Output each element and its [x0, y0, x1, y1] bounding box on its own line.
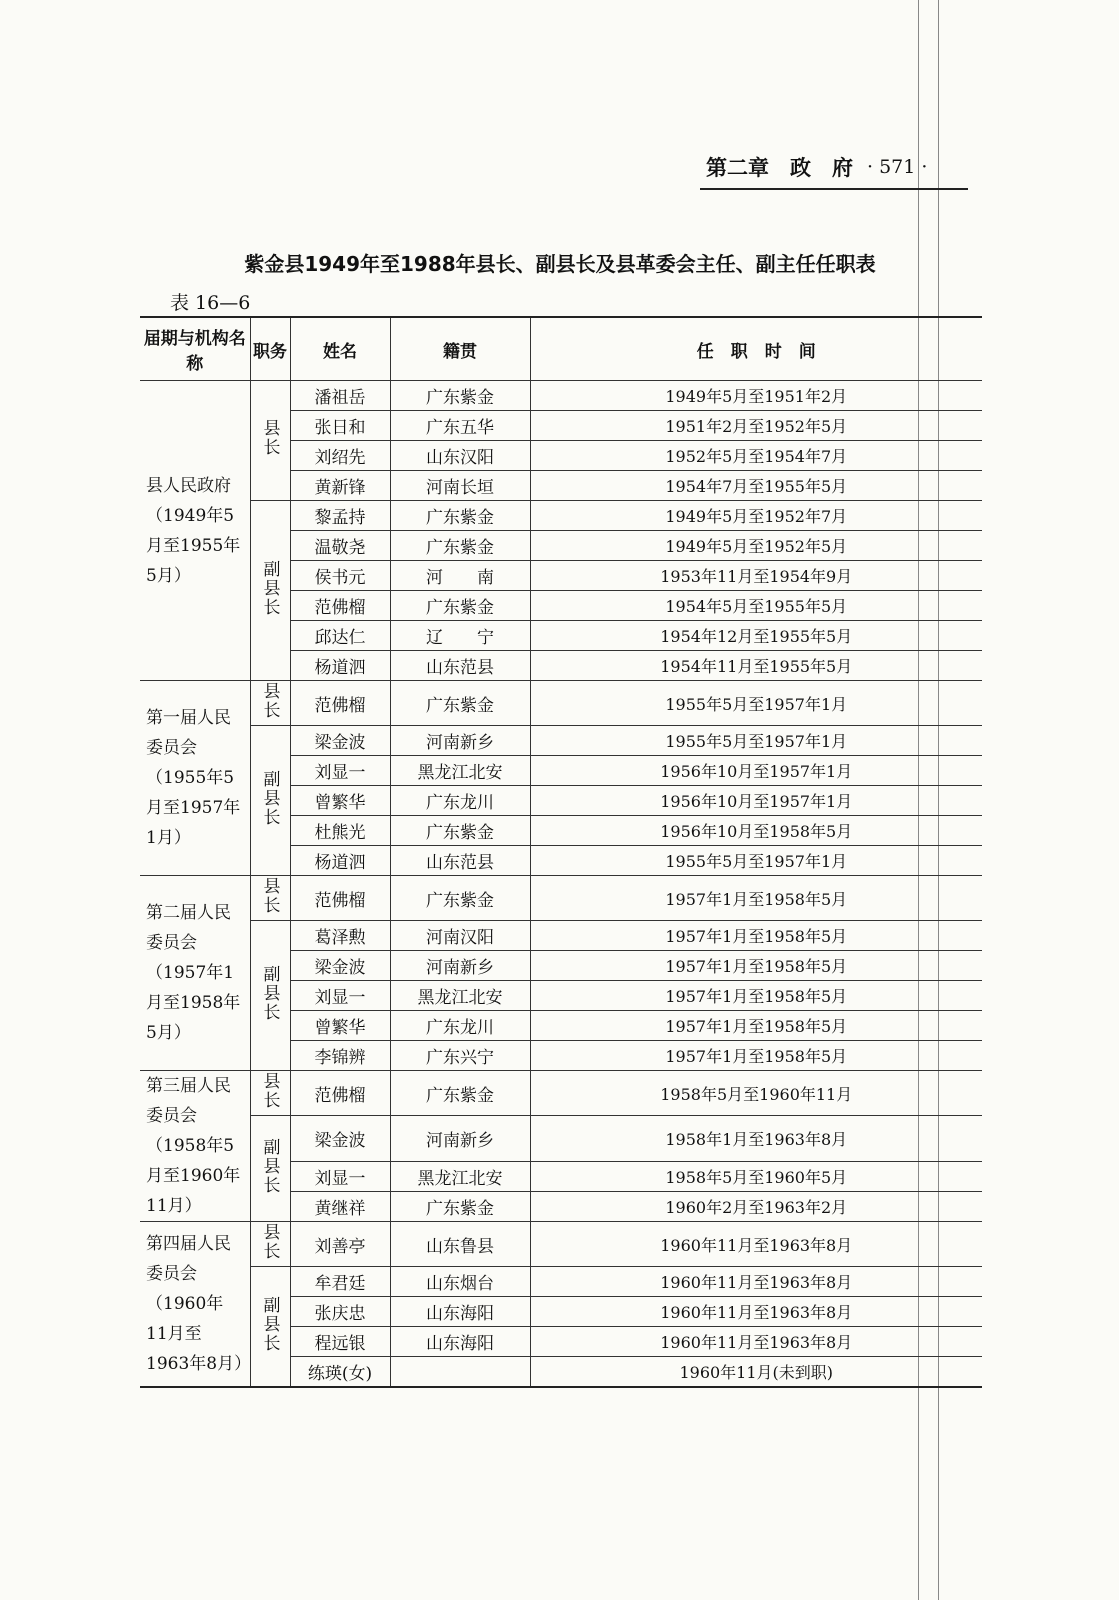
column-header: 届期与机构名称	[140, 317, 250, 381]
origin-cell: 广东紫金	[390, 1192, 530, 1222]
name-cell: 杨道泗	[290, 651, 390, 681]
name-cell: 刘显一	[290, 1162, 390, 1192]
origin-cell: 黑龙江北安	[390, 756, 530, 786]
term-cell: 1956年10月至1958年5月	[530, 816, 982, 846]
name-cell: 黄继祥	[290, 1192, 390, 1222]
term-cell: 1958年5月至1960年11月	[530, 1071, 982, 1116]
origin-cell	[390, 1357, 530, 1388]
origin-cell: 山东范县	[390, 846, 530, 876]
term-cell: 1957年1月至1958年5月	[530, 1011, 982, 1041]
origin-cell: 山东鲁县	[390, 1222, 530, 1267]
table-number: 表 16—6	[170, 292, 251, 314]
name-cell: 范佛榴	[290, 876, 390, 921]
role-label: 县长	[259, 876, 280, 915]
appointment-table	[140, 316, 982, 1388]
name-cell: 刘显一	[290, 981, 390, 1011]
role-label: 副县长	[259, 559, 280, 617]
term-cell: 1951年2月至1952年5月	[530, 411, 982, 441]
origin-cell: 广东兴宁	[390, 1041, 530, 1071]
table-row	[140, 1071, 982, 1116]
origin-cell: 山东范县	[390, 651, 530, 681]
role-cell	[250, 876, 290, 921]
name-cell: 黎孟持	[290, 501, 390, 531]
role-label: 副县长	[259, 769, 280, 827]
term-cell: 1957年1月至1958年5月	[530, 921, 982, 951]
origin-cell: 山东汉阳	[390, 441, 530, 471]
name-cell: 黄新锋	[290, 471, 390, 501]
origin-cell: 河南新乡	[390, 1116, 530, 1162]
table-row	[140, 1222, 982, 1267]
origin-cell: 河南新乡	[390, 726, 530, 756]
term-cell: 1953年11月至1954年9月	[530, 561, 982, 591]
term-cell: 1949年5月至1951年2月	[530, 381, 982, 411]
name-cell: 温敬尧	[290, 531, 390, 561]
term-cell: 1960年11月(未到职)	[530, 1357, 982, 1388]
column-header: 姓名	[290, 317, 390, 381]
table-row	[140, 501, 982, 531]
origin-cell: 广东紫金	[390, 591, 530, 621]
table-row	[140, 681, 982, 726]
origin-cell: 广东紫金	[390, 501, 530, 531]
name-cell: 曾繁华	[290, 786, 390, 816]
header-rule	[700, 188, 968, 190]
name-cell: 李锦辨	[290, 1041, 390, 1071]
origin-cell: 广东紫金	[390, 816, 530, 846]
origin-cell: 广东紫金	[390, 1071, 530, 1116]
chapter-title: 第二章 政 府	[706, 156, 853, 180]
name-cell: 范佛榴	[290, 681, 390, 726]
term-cell: 1954年7月至1955年5月	[530, 471, 982, 501]
term-org-cell: 第二届人民委员会（1957年1月至1958年5月）	[140, 876, 250, 1071]
role-cell	[250, 1267, 290, 1388]
name-cell: 练瑛(女)	[290, 1357, 390, 1388]
origin-cell: 广东紫金	[390, 531, 530, 561]
term-cell: 1957年1月至1958年5月	[530, 951, 982, 981]
term-cell: 1955年5月至1957年1月	[530, 726, 982, 756]
origin-cell: 辽 宁	[390, 621, 530, 651]
name-cell: 刘善亭	[290, 1222, 390, 1267]
origin-cell: 山东海阳	[390, 1297, 530, 1327]
name-cell: 张庆忠	[290, 1297, 390, 1327]
name-cell: 刘绍先	[290, 441, 390, 471]
name-cell: 范佛榴	[290, 1071, 390, 1116]
term-cell: 1957年1月至1958年5月	[530, 1041, 982, 1071]
term-cell: 1957年1月至1958年5月	[530, 876, 982, 921]
origin-cell: 广东紫金	[390, 876, 530, 921]
origin-cell: 广东五华	[390, 411, 530, 441]
origin-cell: 河南长垣	[390, 471, 530, 501]
term-cell: 1956年10月至1957年1月	[530, 786, 982, 816]
name-cell: 梁金波	[290, 726, 390, 756]
term-cell: 1949年5月至1952年5月	[530, 531, 982, 561]
term-cell: 1952年5月至1954年7月	[530, 441, 982, 471]
term-cell: 1949年5月至1952年7月	[530, 501, 982, 531]
table-row	[140, 1267, 982, 1297]
table-row	[140, 381, 982, 411]
term-org-cell: 第一届人民委员会（1955年5月至1957年1月）	[140, 681, 250, 876]
role-cell	[250, 501, 290, 681]
role-cell	[250, 921, 290, 1071]
term-cell: 1960年11月至1963年8月	[530, 1222, 982, 1267]
name-cell: 刘显一	[290, 756, 390, 786]
origin-cell: 河南新乡	[390, 951, 530, 981]
term-cell: 1960年11月至1963年8月	[530, 1327, 982, 1357]
term-cell: 1958年1月至1963年8月	[530, 1116, 982, 1162]
table-title: 紫金县1949年至1988年县长、副县长及县革委会主任、副主任任职表	[244, 252, 876, 276]
table-body	[140, 381, 982, 1388]
running-head	[706, 150, 966, 184]
role-label: 县长	[259, 1222, 280, 1261]
role-label: 副县长	[259, 1137, 280, 1195]
role-label: 县长	[259, 681, 280, 720]
term-cell: 1960年11月至1963年8月	[530, 1297, 982, 1327]
role-label: 县长	[259, 419, 280, 457]
name-cell: 范佛榴	[290, 591, 390, 621]
term-org-cell: 第三届人民委员会（1958年5月至1960年11月）	[140, 1071, 250, 1222]
term-cell: 1960年2月至1963年2月	[530, 1192, 982, 1222]
role-cell	[250, 1071, 290, 1116]
origin-cell: 山东海阳	[390, 1327, 530, 1357]
origin-cell: 河 南	[390, 561, 530, 591]
name-cell: 梁金波	[290, 1116, 390, 1162]
name-cell: 曾繁华	[290, 1011, 390, 1041]
name-cell: 张日和	[290, 411, 390, 441]
term-org-cell: 第四届人民委员会（1960年11月至1963年8月）	[140, 1222, 250, 1388]
term-cell: 1958年5月至1960年5月	[530, 1162, 982, 1192]
origin-cell: 广东龙川	[390, 1011, 530, 1041]
name-cell: 邱达仁	[290, 621, 390, 651]
name-cell: 葛泽勲	[290, 921, 390, 951]
term-cell: 1957年1月至1958年5月	[530, 981, 982, 1011]
table-row	[140, 1116, 982, 1162]
term-cell: 1956年10月至1957年1月	[530, 756, 982, 786]
origin-cell: 河南汉阳	[390, 921, 530, 951]
term-cell: 1960年11月至1963年8月	[530, 1267, 982, 1297]
role-label: 副县长	[259, 964, 280, 1022]
origin-cell: 黑龙江北安	[390, 981, 530, 1011]
table-row	[140, 726, 982, 756]
name-cell: 侯书元	[290, 561, 390, 591]
origin-cell: 黑龙江北安	[390, 1162, 530, 1192]
term-cell: 1955年5月至1957年1月	[530, 846, 982, 876]
name-cell: 梁金波	[290, 951, 390, 981]
name-cell: 杨道泗	[290, 846, 390, 876]
name-cell: 牟君廷	[290, 1267, 390, 1297]
role-cell	[250, 381, 290, 501]
table-row	[140, 921, 982, 951]
column-header: 任 职 时 间	[530, 317, 982, 381]
role-label: 副县长	[259, 1295, 280, 1353]
origin-cell: 广东紫金	[390, 381, 530, 411]
column-header: 职务	[250, 317, 290, 381]
role-cell	[250, 1116, 290, 1222]
role-cell	[250, 1222, 290, 1267]
name-cell: 潘祖岳	[290, 381, 390, 411]
table-row	[140, 876, 982, 921]
term-cell: 1954年12月至1955年5月	[530, 621, 982, 651]
name-cell: 程远银	[290, 1327, 390, 1357]
term-cell: 1954年11月至1955年5月	[530, 651, 982, 681]
role-cell	[250, 681, 290, 726]
role-cell	[250, 726, 290, 876]
name-cell: 杜熊光	[290, 816, 390, 846]
column-header: 籍贯	[390, 317, 530, 381]
page-number: · 571 ·	[867, 156, 928, 178]
table-header-row	[140, 317, 982, 381]
role-label: 县长	[259, 1071, 280, 1110]
term-cell: 1954年5月至1955年5月	[530, 591, 982, 621]
origin-cell: 广东紫金	[390, 681, 530, 726]
term-org-cell: 县人民政府（1949年5月至1955年5月）	[140, 381, 250, 681]
origin-cell: 山东烟台	[390, 1267, 530, 1297]
origin-cell: 广东龙川	[390, 786, 530, 816]
term-cell: 1955年5月至1957年1月	[530, 681, 982, 726]
